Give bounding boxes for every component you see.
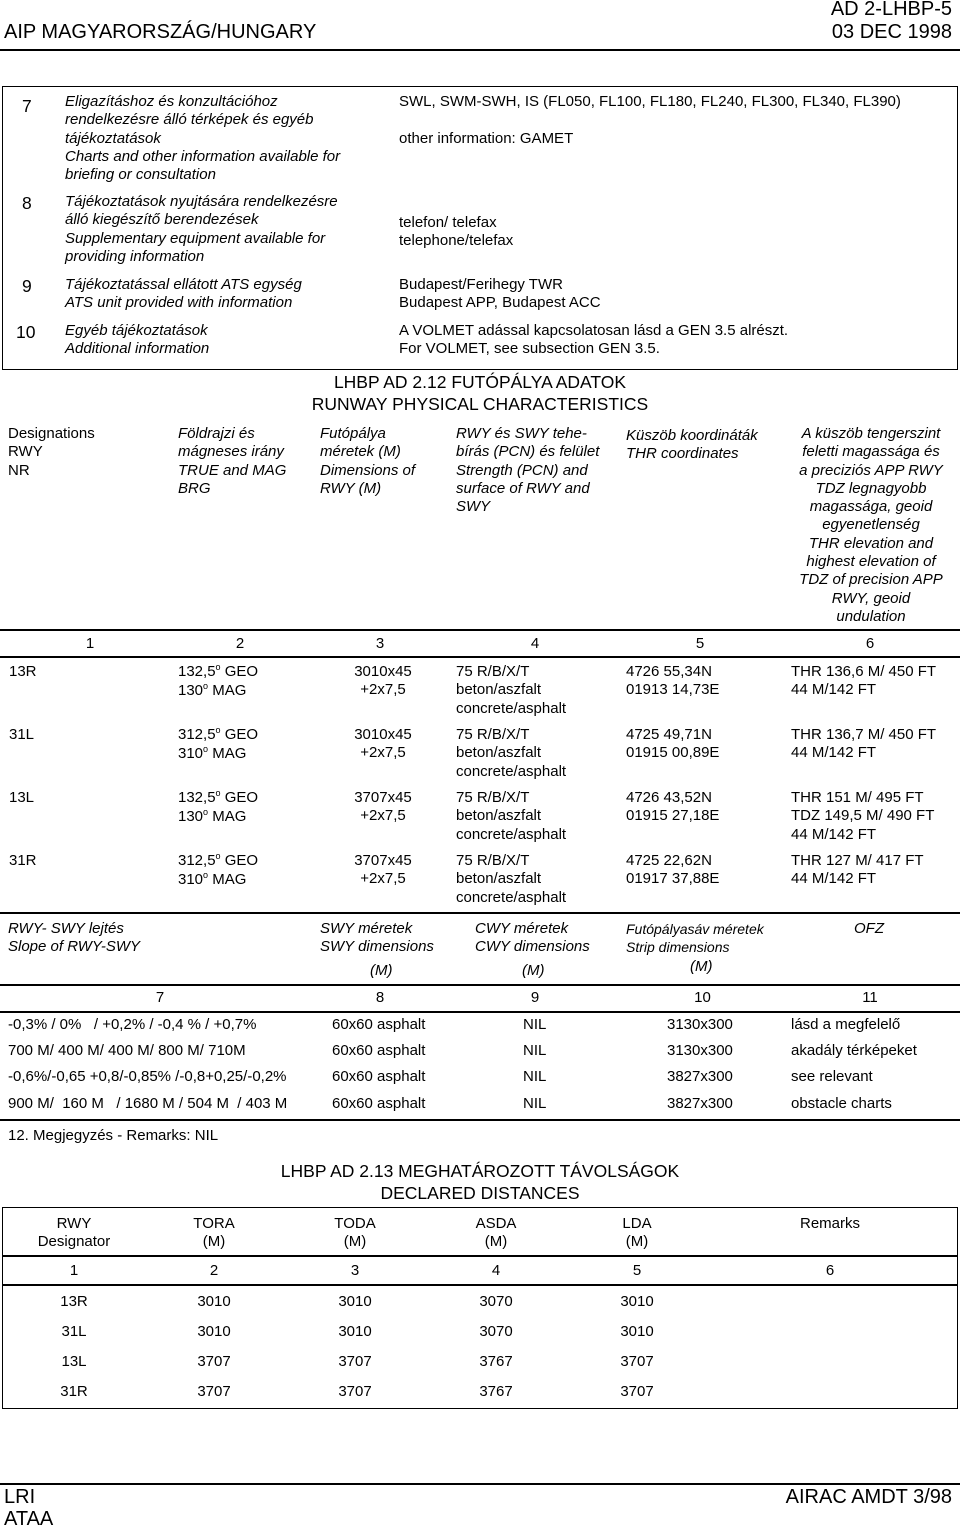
col-header-cwy: CWY méretek CWY dimensions (475, 920, 590, 956)
thr-coordinates: 4725 49,71N 01915 00,89E (626, 726, 720, 762)
tora-value: 3707 (197, 1383, 231, 1400)
rule (2, 1255, 958, 1257)
rule (0, 1119, 960, 1121)
true-bearing: 312,5$^o$ GEO (178, 725, 259, 743)
mag-bearing: 310$^o$ MAG (178, 870, 247, 888)
col-header-strength: RWY és SWY tehe- bírás (PCN) és felület Strength (PCN) and surface of RWY and SWY (456, 425, 600, 516)
rule (0, 912, 960, 914)
col-header-toda: TODA (M) (334, 1215, 376, 1251)
thr-elevation: THR 136,7 M/ 450 FT 44 M/142 FT (791, 726, 937, 762)
swy-dimensions: 60x60 asphalt (332, 1068, 426, 1085)
toda-value: 3707 (338, 1383, 372, 1400)
tora-value: 3707 (197, 1353, 231, 1370)
col-number: 1 (69, 1262, 79, 1279)
row-value: telefon/ telefax telephone/telefax (399, 214, 514, 250)
col-number: 7 (155, 989, 165, 1006)
ofz-value: lásd a megfelelő (791, 1016, 901, 1033)
footer-code: LRI (4, 1486, 36, 1508)
row-number: 10 (16, 322, 36, 342)
asda-value: 3767 (479, 1383, 513, 1400)
thr-elevation: THR 136,6 M/ 450 FT 44 M/142 FT (791, 663, 937, 699)
col-number: 11 (862, 989, 878, 1006)
col-header-strip: Futópályasáv méretek Strip dimensions (626, 921, 764, 955)
col-number: 3 (375, 635, 385, 652)
ofz-value: obstacle charts (791, 1095, 892, 1112)
col-number: 5 (695, 635, 705, 652)
toda-value: 3707 (338, 1353, 372, 1370)
amendment-label: AIRAC AMDT 3/98 (785, 1486, 952, 1508)
runway-strength: 75 R/B/X/T beton/aszfalt concrete/asphalt (456, 726, 567, 780)
runway-strength: 75 R/B/X/T beton/aszfalt concrete/asphalt (456, 789, 567, 843)
row-value: SWL, SWM-SWH, IS (FL050, FL100, FL180, FL240, FL300, FL340, FL390) other information: GAMET (399, 93, 901, 147)
runway-dimensions: 3707x45 +2x7,5 (354, 789, 412, 825)
col-header-ofz: OFZ (854, 920, 884, 937)
row-value: A VOLMET adással kapcsolatosan lásd a GEN 3.5 alrészt. For VOLMET, see subsection GEN 3.5. (399, 322, 789, 358)
thr-elevation: THR 127 M/ 417 FT 44 M/142 FT (791, 852, 924, 888)
unit-label: (M) (522, 962, 545, 979)
strip-dimensions: 3130x300 (667, 1016, 733, 1033)
asda-value: 3070 (479, 1323, 513, 1340)
col-header-remarks: Remarks (799, 1215, 860, 1232)
header-rule (0, 49, 960, 51)
true-bearing: 132,5$^o$ GEO (178, 662, 259, 680)
rule (2, 1284, 958, 1286)
designator: 31R (60, 1383, 88, 1400)
col-header-designator: RWY Designator (37, 1215, 111, 1251)
unit-label: (M) (370, 962, 393, 979)
runway-row (0, 852, 960, 912)
col-number: 2 (235, 635, 245, 652)
strip-dimensions: 3130x300 (667, 1042, 733, 1059)
row-label: Eligazításhoz és konzultációhoz rendelkezésre álló térképek és egyéb tájékoztatások Charts and other information available for briefing or consultation (65, 93, 341, 184)
section-subtitle: DECLARED DISTANCES (380, 1183, 580, 1203)
runway-strength: 75 R/B/X/T beton/aszfalt concrete/asphalt (456, 852, 567, 906)
col-number: 1 (85, 635, 95, 652)
strip-dimensions: 3827x300 (667, 1095, 733, 1112)
runway-strength: 75 R/B/X/T beton/aszfalt concrete/asphalt (456, 663, 567, 717)
runway-dimensions: 3010x45 +2x7,5 (354, 726, 412, 762)
row-number: 7 (22, 96, 32, 116)
cwy-dimensions: NIL (523, 1016, 547, 1033)
row-number: 9 (22, 276, 32, 296)
footer-rule (0, 1483, 960, 1485)
row-number: 8 (22, 193, 32, 213)
designator: 31L (61, 1323, 87, 1340)
lda-value: 3707 (620, 1383, 654, 1400)
col-number: 10 (694, 989, 711, 1006)
remarks: 12. Megjegyzés - Remarks: NIL (8, 1127, 219, 1144)
unit-label: (M) (690, 958, 713, 975)
swy-dimensions: 60x60 asphalt (332, 1042, 426, 1059)
true-bearing: 132,5$^o$ GEO (178, 788, 259, 806)
col-header-asda: ASDA (M) (475, 1215, 517, 1251)
col-header-designation: Designations RWY NR (8, 425, 95, 479)
rule (0, 1011, 960, 1013)
col-number: 6 (865, 635, 875, 652)
row-value: Budapest/Ferihegy TWR Budapest APP, Budapest ACC (399, 276, 601, 312)
slope-value: 900 M/ 160 M / 1680 M / 504 M / 403 M (8, 1095, 288, 1112)
section-title: LHBP AD 2.13 MEGHATÁROZOTT TÁVOLSÁGOK (280, 1161, 680, 1181)
col-number: 4 (491, 1262, 501, 1279)
col-header-dimensions: Futópálya méretek (M) Dimensions of RWY (M) (320, 425, 416, 497)
runway-designator: 31R (9, 852, 37, 869)
slope-value: -0,6%/-0,65 +0,8/-0,85% /-0,8+0,25/-0,2% (8, 1068, 287, 1085)
designator: 13L (61, 1353, 87, 1370)
ofz-value: akadály térképeket (791, 1042, 917, 1059)
col-number: 2 (209, 1262, 219, 1279)
ofz-value: see relevant (791, 1068, 873, 1085)
runway-designator: 31L (9, 726, 35, 743)
footer-code-2: ATAA (4, 1508, 54, 1530)
mag-bearing: 130$^o$ MAG (178, 681, 247, 699)
col-number: 8 (375, 989, 385, 1006)
thr-elevation: THR 151 M/ 495 FT TDZ 149,5 M/ 490 FT 44 M/142 FT (791, 789, 935, 843)
runway-designator: 13R (9, 663, 37, 680)
col-header-bearing: Földrajzi és mágneses irány TRUE and MAG BRG (178, 425, 287, 497)
lda-value: 3010 (620, 1293, 654, 1310)
slope-value: 700 M/ 400 M/ 400 M/ 800 M/ 710M (8, 1042, 246, 1059)
col-header-lda: LDA (M) (622, 1215, 652, 1251)
col-number: 6 (825, 1262, 835, 1279)
mag-bearing: 130$^o$ MAG (178, 807, 247, 825)
rule (0, 656, 960, 658)
lda-value: 3707 (620, 1353, 654, 1370)
row-label: Tájékoztatással ellátott ATS egység ATS unit provided with information (65, 276, 302, 312)
runway-row (0, 663, 960, 723)
true-bearing: 312,5$^o$ GEO (178, 851, 259, 869)
thr-coordinates: 4726 43,52N 01915 27,18E (626, 789, 720, 825)
runway-dimensions: 3707x45 +2x7,5 (354, 852, 412, 888)
swy-dimensions: 60x60 asphalt (332, 1016, 426, 1033)
runway-row (0, 789, 960, 849)
col-header-thr-elevation: A küszöb tengerszint feletti magassága és a preciziós APP RWY TDZ legnagyobb magassága, geoid egyenetlenség THR elevation and highest elevation of TDZ of precision APP RWY, geoid undulation (799, 425, 943, 625)
document-code: AD 2-LHBP-5 (830, 0, 952, 20)
col-header-swy: SWY méretek SWY dimensions (320, 920, 434, 956)
tora-value: 3010 (197, 1293, 231, 1310)
runway-dimensions: 3010x45 +2x7,5 (354, 663, 412, 699)
runway-designator: 13L (9, 789, 35, 806)
col-number: 5 (632, 1262, 642, 1279)
toda-value: 3010 (338, 1323, 372, 1340)
thr-coordinates: 4726 55,34N 01913 14,73E (626, 663, 720, 699)
mag-bearing: 310$^o$ MAG (178, 744, 247, 762)
col-number: 9 (530, 989, 540, 1006)
section-subtitle: RUNWAY PHYSICAL CHARACTERISTICS (311, 394, 649, 414)
col-number: 3 (350, 1262, 360, 1279)
runway-row (0, 726, 960, 786)
toda-value: 3010 (338, 1293, 372, 1310)
row-label: Tájékoztatások nyujtására rendelkezésre álló kiegészítő berendezések Supplementary equipment available for providing information (65, 193, 338, 265)
publication-date: 03 DEC 1998 (831, 21, 952, 43)
col-header-thr-coordinates: Küszöb koordináták THR coordinates (626, 427, 758, 463)
cwy-dimensions: NIL (523, 1068, 547, 1085)
publication-title: AIP MAGYARORSZÁG/HUNGARY (4, 21, 317, 43)
cwy-dimensions: NIL (523, 1095, 547, 1112)
rule (0, 984, 960, 986)
row-label: Egyéb tájékoztatások Additional information (65, 322, 210, 358)
rule (0, 629, 960, 631)
thr-coordinates: 4725 22,62N 01917 37,88E (626, 852, 720, 888)
slope-value: -0,3% / 0% / +0,2% / -0,4 % / +0,7% (8, 1016, 257, 1033)
asda-value: 3767 (479, 1353, 513, 1370)
lda-value: 3010 (620, 1323, 654, 1340)
swy-dimensions: 60x60 asphalt (332, 1095, 426, 1112)
section-title: LHBP AD 2.12 FUTÓPÁLYA ADATOK (333, 372, 627, 392)
strip-dimensions: 3827x300 (667, 1068, 733, 1085)
tora-value: 3010 (197, 1323, 231, 1340)
cwy-dimensions: NIL (523, 1042, 547, 1059)
designator: 13R (60, 1293, 88, 1310)
col-number: 4 (530, 635, 540, 652)
col-header-slope: RWY- SWY lejtés Slope of RWY-SWY (8, 920, 140, 956)
asda-value: 3070 (479, 1293, 513, 1310)
col-header-tora: TORA (M) (193, 1215, 235, 1251)
